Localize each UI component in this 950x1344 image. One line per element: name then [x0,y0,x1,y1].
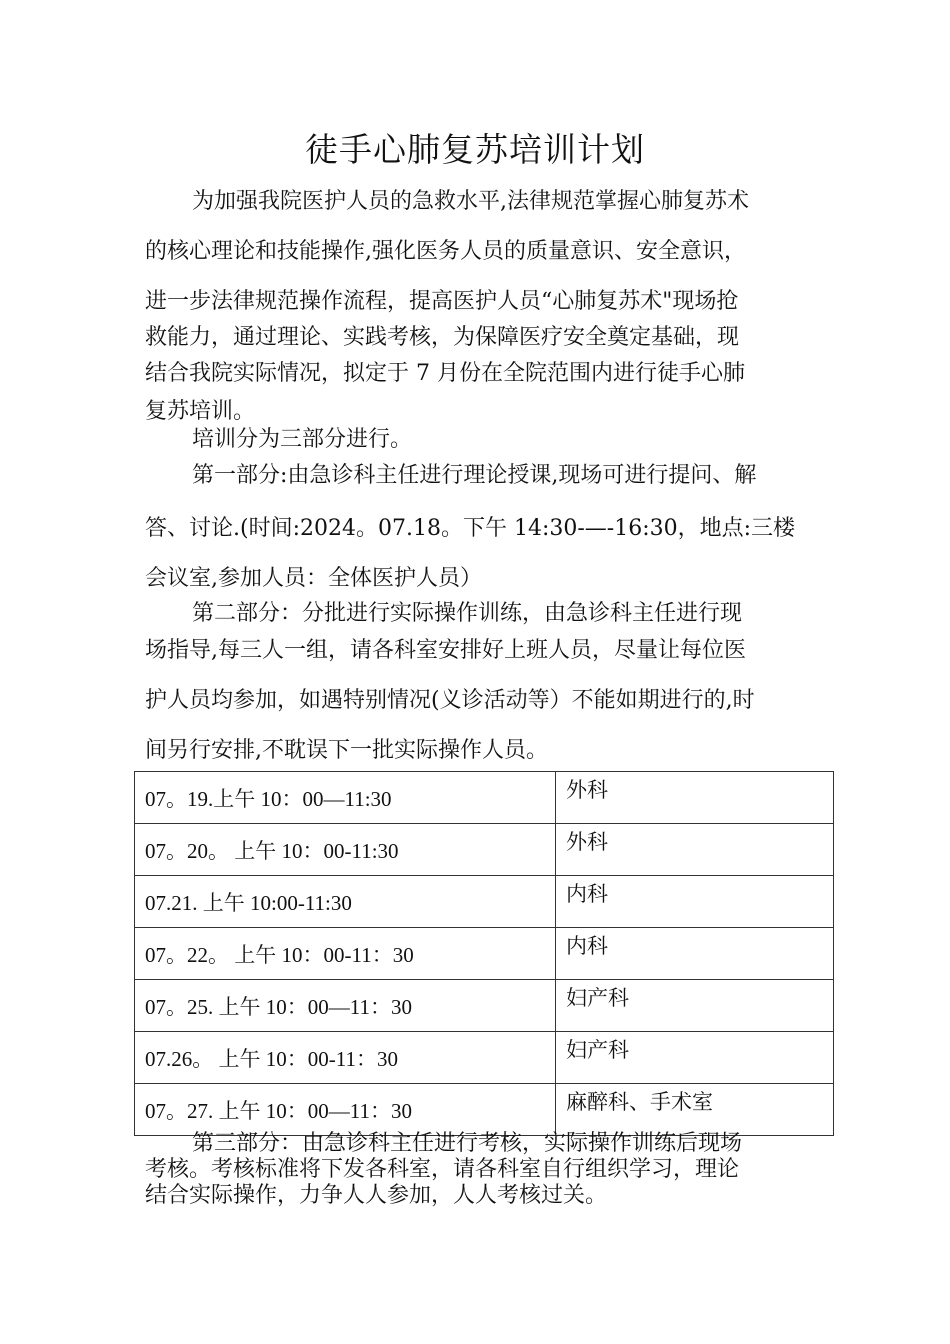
table-row [135,928,834,980]
parts-intro-line: 培训分为三部分进行。 [192,427,413,452]
schedule-time: 07。22。 上午 10：00-11：30 [135,928,556,980]
part1-line: 答、讨论.(时间:2024。07.18。下午 14:30-—-16:30，地点:三楼 [145,516,796,541]
part2-line: 场指导,每三人一组，请各科室安排好上班人员，尽量让每位医 [145,638,746,663]
part3-line: 考核。考核标准将下发各科室，请各科室自行组织学习，理论 [145,1157,740,1182]
intro-line: 结合我院实际情况，拟定于 7 月份在全院范围内进行徒手心肺 [145,361,745,386]
part2-line: 间另行安排,不耽误下一批实际操作人员。 [145,738,548,763]
schedule-department: 外科 [556,772,834,824]
table-row [135,1032,834,1084]
schedule-time: 07。25. 上午 10：00—11：30 [135,980,556,1032]
schedule-department: 内科 [556,928,834,980]
schedule-department: 外科 [556,824,834,876]
schedule-department: 内科 [556,876,834,928]
table-row [135,772,834,824]
intro-line: 救能力，通过理论、实践考核，为保障医疗安全奠定基础，现 [145,325,740,350]
part1-line: 会议室,参加人员：全体医护人员） [145,566,482,591]
part2-line: 第二部分：分批进行实际操作训练，由急诊科主任进行现 [192,601,743,626]
schedule-department: 麻醉科、手术室 [556,1084,834,1136]
intro-line: 为加强我院医护人员的急救水平,法律规范掌握心肺复苏术 [192,189,749,214]
schedule-time: 07.26。 上午 10：00-11：30 [135,1032,556,1084]
part1-line: 第一部分:由急诊科主任进行理论授课,现场可进行提问、解 [192,463,757,488]
part2-line: 护人员均参加，如遇特别情况(义诊活动等）不能如期进行的,时 [145,688,755,713]
intro-line: 进一步法律规范操作流程，提高医护人员“心肺复苏术"现场抢 [145,289,739,314]
table-row [135,980,834,1032]
schedule-time: 07.21. 上午 10:00-11:30 [135,876,556,928]
schedule-department: 妇产科 [556,980,834,1032]
intro-line: 的核心理论和技能操作,强化医务人员的质量意识、安全意识， [145,239,746,264]
schedule-table [134,771,834,1136]
schedule-time: 07。27. 上午 10：00—11：30 [135,1084,556,1136]
table-row [135,824,834,876]
parts-intro [145,422,807,453]
part3-line: 结合实际操作，力争人人参加，人人考核过关。 [145,1183,608,1208]
schedule-time: 07。19.上午 10：00—11:30 [135,772,556,824]
table-row [135,876,834,928]
document-title: 徒手心肺复苏培训计划 [305,130,645,169]
schedule-department: 妇产科 [556,1032,834,1084]
schedule-time: 07。20。 上午 10：00-11:30 [135,824,556,876]
part3-line: 第三部分：由急诊科主任进行考核，实际操作训练后现场 [192,1131,743,1156]
intro-line: 复苏培训。 [145,399,256,424]
